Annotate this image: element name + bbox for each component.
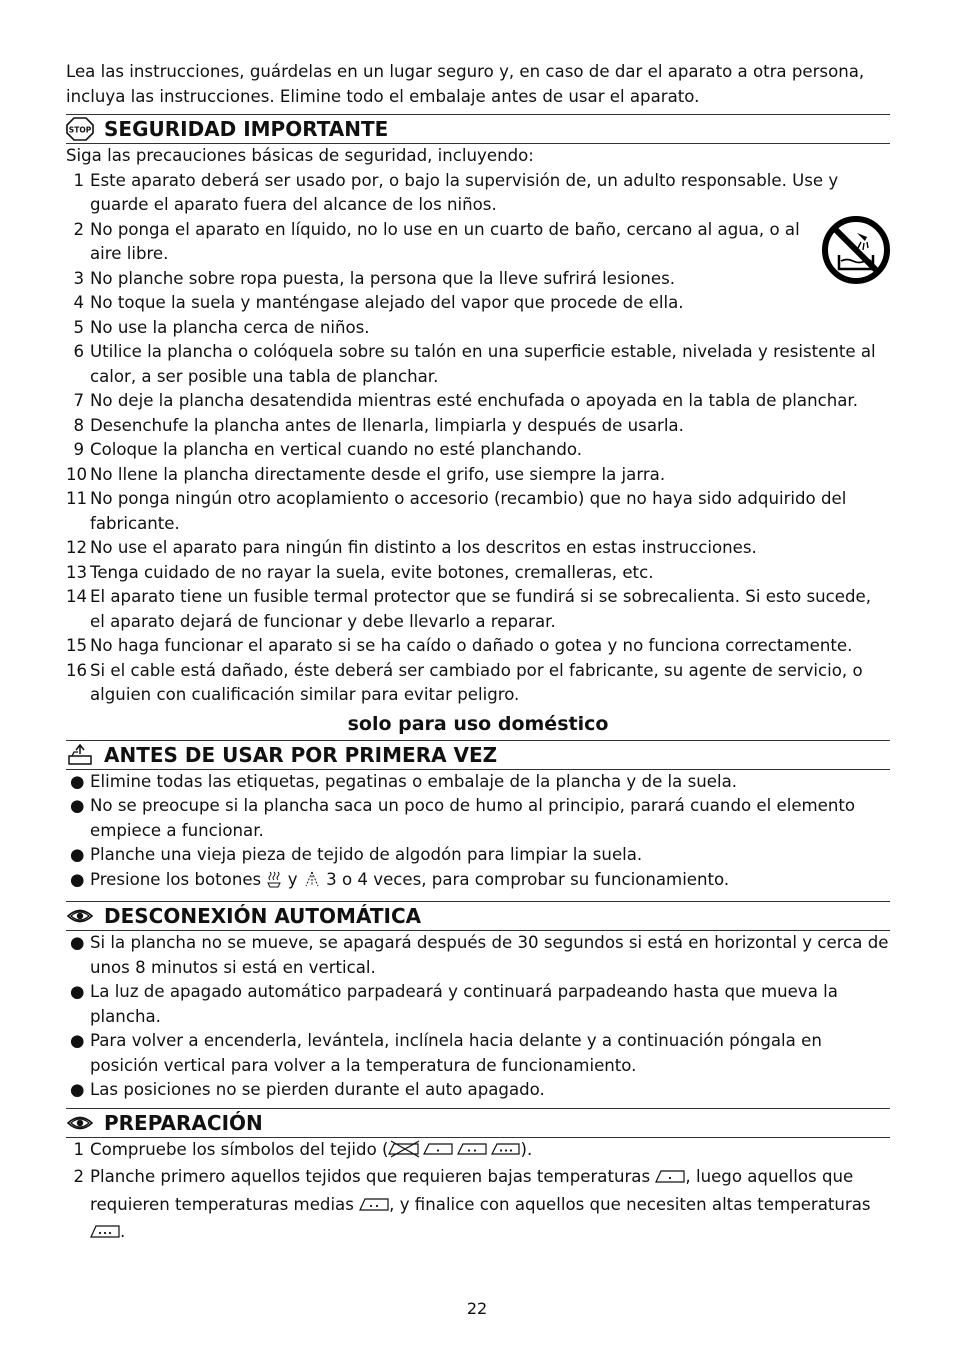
item-number: 16 [66, 660, 88, 680]
steam-button-icon [266, 870, 282, 896]
list-item [66, 218, 890, 267]
bullet: ● [70, 796, 85, 815]
list-item [66, 169, 890, 218]
item-number: 5 [73, 317, 84, 337]
list-item [66, 1078, 890, 1103]
list-item: 1 Compruebe los símbolos del tejido ( ). [66, 1138, 890, 1166]
section-title-preparation: PREPARACIÓN [104, 1110, 263, 1135]
item-text: No deje la plancha desatendida mientras esté enchufada o apoyada en la tabla de planchar. [90, 391, 858, 410]
section-header-safety [66, 114, 890, 144]
high-temp-iron-icon [90, 1222, 120, 1248]
first-use-list [66, 770, 890, 868]
list-item [66, 843, 890, 868]
item-text: No ponga el aparato en líquido, no lo use en un cuarto de baño, cercano al agua, o al aire libre. [90, 219, 800, 263]
list-item [66, 794, 890, 843]
item-text: No toque la suela y manténgase alejado del vapor que procede de ella. [90, 293, 684, 312]
list-item: 2 Planche primero aquellos tejidos que requieren bajas temperaturas , luego aquellos que requieren temperaturas medias , y finalice con aquellos que necesiten altas temperaturas . [66, 1165, 890, 1248]
spray-button-icon [303, 870, 321, 896]
list-item [66, 770, 890, 795]
item-text: Las posiciones no se pierden durante el auto apagado. [90, 1080, 545, 1099]
list-item [66, 340, 890, 389]
list-item [66, 463, 890, 488]
section-title-safety: SEGURIDAD IMPORTANTE [104, 117, 389, 141]
svg-text:STOP: STOP [68, 125, 92, 135]
eye-icon [66, 1111, 96, 1135]
bullet: ● [70, 933, 85, 952]
item-number: 14 [66, 587, 88, 606]
bullet: ● [70, 1031, 85, 1050]
list-item [66, 487, 890, 536]
section-header-first-use [66, 740, 890, 770]
bullet: ● [70, 982, 85, 1001]
item-text: No se preocupe si la plancha saca un poco de humo al principio, parará cuando el elemento empiece a funcionar. [90, 796, 856, 840]
item-text: Utilice la plancha o colóquela sobre su talón en una superficie estable, nivelada y resistente al calor, a ser posible una tabla de planchar. [90, 342, 876, 386]
list-item [66, 980, 890, 1029]
item-text: La luz de apagado automático parpadeará y continuará parpadeando hasta que mueva la plancha. [90, 982, 838, 1026]
section-title-auto-off: DESCONEXIÓN AUTOMÁTICA [104, 904, 422, 928]
page-number: 22 [466, 1299, 488, 1318]
list-item [66, 634, 890, 659]
item-text: Si la plancha no se mueve, se apagará después de 30 segundos si está en horizontal y cerca de unos 8 minutos si está en vertical. [90, 933, 889, 977]
medium-temp-iron-icon [359, 1195, 389, 1221]
item-number: 8 [73, 415, 84, 435]
item-text: Este aparato deberá ser usado por, o bajo la supervisión de, un adulto responsable. Use y guarde el aparato fuera del alcance de los niños. [90, 170, 839, 214]
section-title-first-use: ANTES DE USAR POR PRIMERA VEZ [104, 742, 498, 767]
first-use-list-extra [66, 868, 890, 896]
list-item [66, 585, 890, 634]
low-temp-iron-icon [655, 1167, 685, 1193]
bullet: ● [70, 1080, 85, 1099]
item-text: El aparato tiene un fusible termal protector que se fundirá si se sobrecalienta. Si esto sucede, el aparato dejará de funcionar y debe llevarlo a reparar. [90, 587, 872, 631]
document-page [66, 60, 890, 1248]
item-text: Si el cable está dañado, éste deberá ser cambiado por el fabricante, su agente de servicio, o alguien con cualificación similar para evitar peligro. [90, 660, 863, 704]
auto-off-list [66, 931, 890, 1103]
bullet: ● [70, 771, 85, 791]
iron-up-icon [66, 743, 96, 767]
item-text: No use el aparato para ningún fin distinto a los descritos en estas instrucciones. [90, 538, 757, 557]
item-text: No use la plancha cerca de niños. [90, 317, 370, 337]
item-text: Coloque la plancha en vertical cuando no esté planchando. [90, 440, 583, 459]
item-text: No haga funcionar el aparato si se ha caído o dañado o gotea y no funciona correctamente. [90, 636, 853, 655]
household-use-note: solo para uso doméstico [347, 712, 609, 735]
item-number: 3 [73, 268, 84, 288]
list-item [66, 561, 890, 586]
list-item: ● Presione los botones y 3 o 4 veces, para comprobar su funcionamiento. [66, 868, 890, 896]
bullet: ● [70, 845, 85, 864]
intro-paragraph: Lea las instrucciones, guárdelas en un lugar seguro y, en caso de dar el aparato a otra persona, incluya las instrucciones. Elimine todo el embalaje antes de usar el aparato. [66, 62, 865, 106]
item-number: 4 [73, 293, 84, 312]
list-item [66, 389, 890, 414]
item-number: 12 [66, 538, 88, 557]
item-number: 15 [66, 636, 88, 655]
list-item [66, 438, 890, 463]
preparation-list [66, 1138, 890, 1248]
item-number: 10 [66, 464, 88, 484]
item-number: 1 [73, 170, 84, 190]
item-number: 2 [73, 219, 84, 239]
list-item [66, 316, 890, 341]
section-header-preparation [66, 1108, 890, 1138]
item-text: No ponga ningún otro acoplamiento o accesorio (recambio) que no haya sido adquirido del fabricante. [90, 489, 847, 533]
item-number: 13 [66, 562, 88, 582]
list-item [66, 1029, 890, 1078]
no-water-warning-icon [821, 215, 891, 285]
item-text: No planche sobre ropa puesta, la persona que la lleve sufrirá lesiones. [90, 268, 676, 288]
item-text: No llene la plancha directamente desde el grifo, use siempre la jarra. [90, 464, 666, 484]
item-text: Planche una vieja pieza de tejido de algodón para limpiar la suela. [90, 845, 643, 864]
list-item [66, 931, 890, 980]
list-item [66, 267, 890, 292]
item-number: 9 [73, 440, 84, 459]
item-number: 6 [73, 342, 84, 361]
item-text: Para volver a encenderla, levántela, inclínela hacia delante y a continuación póngala en posición vertical para volver a la temperatura de funcionamiento. [90, 1031, 822, 1075]
stop-icon [66, 117, 96, 141]
safety-lead: Siga las precauciones básicas de seguridad, incluyendo: [66, 146, 534, 165]
list-item [66, 659, 890, 708]
fabric-symbols-icon [388, 1140, 520, 1166]
section-header-auto-off [66, 901, 890, 931]
item-text: Desenchufe la plancha antes de llenarla, limpiarla y después de usarla. [90, 415, 684, 435]
eye-icon [66, 904, 96, 928]
list-item [66, 291, 890, 316]
bullet: ● [70, 869, 85, 889]
list-item [66, 414, 890, 439]
safety-list [66, 169, 890, 708]
item-number: 7 [73, 391, 84, 410]
item-number: 11 [66, 489, 88, 508]
item-text: Elimine todas las etiquetas, pegatinas o embalaje de la plancha y de la suela. [90, 771, 738, 791]
item-text: Tenga cuidado de no rayar la suela, evite botones, cremalleras, etc. [90, 562, 654, 582]
list-item [66, 536, 890, 561]
